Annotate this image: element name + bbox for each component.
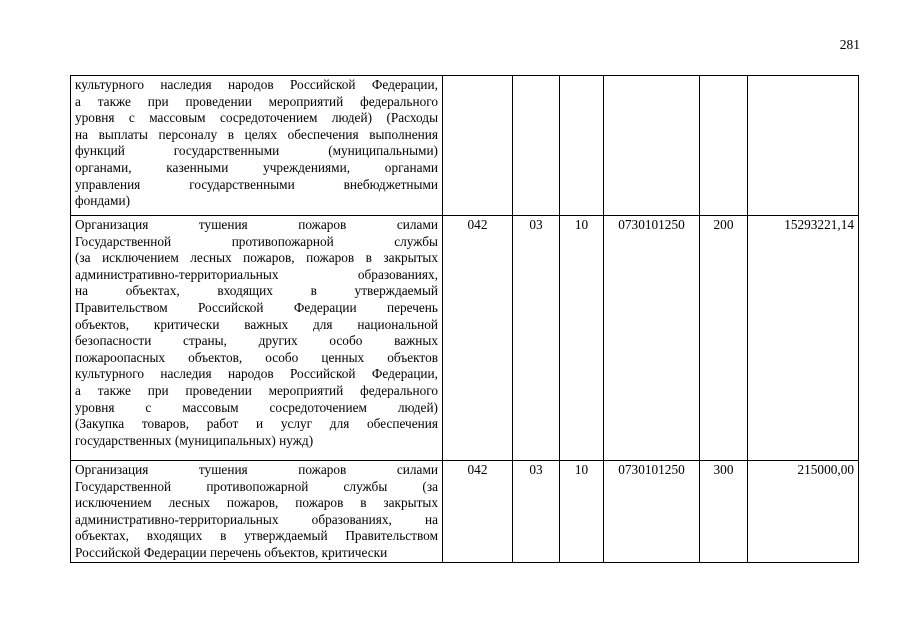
table-body xyxy=(71,76,859,563)
cell-amount xyxy=(748,461,859,563)
page-number: 281 xyxy=(839,37,860,52)
cell-expense-type xyxy=(700,76,748,216)
cell-name-line: на выплаты персоналу в целях обеспечения выполнения xyxy=(75,126,438,142)
cell-name-line: функций государственными (муниципальными) xyxy=(75,143,438,159)
cell-expense-type xyxy=(700,216,748,461)
cell-amount xyxy=(748,76,859,216)
cell-target-article-value: 0730101250 xyxy=(618,462,685,477)
table-row xyxy=(71,461,859,563)
cell-amount-value: 15293221,14 xyxy=(784,217,854,232)
cell-name xyxy=(71,76,443,216)
cell-subsection xyxy=(560,216,604,461)
cell-amount xyxy=(748,216,859,461)
cell-name-line: Организация тушения пожаров силами xyxy=(75,462,438,477)
cell-name-line: исключением лесных пожаров, пожаров в закрытых xyxy=(75,495,438,511)
cell-section-value: 03 xyxy=(529,462,543,477)
cell-ministry-value: 042 xyxy=(467,462,488,477)
cell-name-line: Российской Федерации перечень объектов, критически xyxy=(75,544,388,560)
cell-name-line: административно-территориальных образованиях, xyxy=(75,266,438,282)
cell-name-line: Государственной противопожарной службы xyxy=(75,233,438,249)
cell-subsection xyxy=(560,461,604,563)
table-row xyxy=(71,216,859,461)
cell-subsection xyxy=(560,76,604,216)
cell-name xyxy=(71,461,443,563)
cell-expense-type xyxy=(700,461,748,563)
cell-ministry xyxy=(443,76,513,216)
cell-name-line: Государственной противопожарной службы (за xyxy=(75,478,438,494)
cell-expense-type-value: 200 xyxy=(713,217,734,232)
cell-name-line: уровня с массовым сосредоточением людей) (Расходы xyxy=(75,110,438,126)
cell-name-line: (за исключением лесных пожаров, пожаров в закрытых xyxy=(75,250,438,266)
cell-section-value: 03 xyxy=(529,217,543,232)
table-row xyxy=(71,76,859,216)
cell-ministry xyxy=(443,216,513,461)
cell-expense-type-value: 300 xyxy=(713,462,734,477)
cell-target-article xyxy=(604,216,700,461)
cell-name-line: (Закупка товаров, работ и услуг для обеспечения xyxy=(75,416,438,432)
cell-section xyxy=(513,76,560,216)
cell-name-line: фондами) xyxy=(75,193,131,209)
cell-name-line: культурного наследия народов Российской Федерации, xyxy=(75,77,438,92)
cell-name-line: на объектах, входящих в утверждаемый xyxy=(75,283,438,299)
cell-subsection-value: 10 xyxy=(574,462,589,477)
cell-name-line: культурного наследия народов Российской Федерации, xyxy=(75,366,438,382)
cell-name-line: объектах, входящих в утверждаемый Правительством xyxy=(75,528,438,544)
budget-table xyxy=(70,75,859,563)
cell-ministry-value: 042 xyxy=(467,217,488,232)
cell-amount-value: 215000,00 xyxy=(797,462,854,477)
cell-target-article-value: 0730101250 xyxy=(618,217,685,232)
cell-section xyxy=(513,461,560,563)
cell-name-line: безопасности страны, других особо важных xyxy=(75,333,438,349)
cell-name-line: органами, казенными учреждениями, органами xyxy=(75,159,438,175)
cell-name-line: а также при проведении мероприятий федерального xyxy=(75,382,438,398)
cell-name-line: пожароопасных объектов, особо ценных объектов xyxy=(75,349,438,365)
cell-name-line: управления государственными внебюджетными xyxy=(75,176,438,192)
cell-name-line: административно-территориальных образованиях, на xyxy=(75,511,438,527)
cell-target-article xyxy=(604,461,700,563)
cell-section xyxy=(513,216,560,461)
cell-name-line: Организация тушения пожаров силами xyxy=(75,217,438,232)
cell-name xyxy=(71,216,443,461)
cell-name-line: уровня с массовым сосредоточением людей) xyxy=(75,399,438,415)
cell-name-line: государственных (муниципальных) нужд) xyxy=(75,432,314,448)
cell-name-line: Правительством Российской Федерации перечень xyxy=(75,299,438,315)
cell-target-article xyxy=(604,76,700,216)
cell-name-line: объектов, критически важных для национальной xyxy=(75,316,438,332)
cell-ministry xyxy=(443,461,513,563)
cell-subsection-value: 10 xyxy=(574,217,589,232)
cell-name-line: а также при проведении мероприятий федерального xyxy=(75,93,438,109)
